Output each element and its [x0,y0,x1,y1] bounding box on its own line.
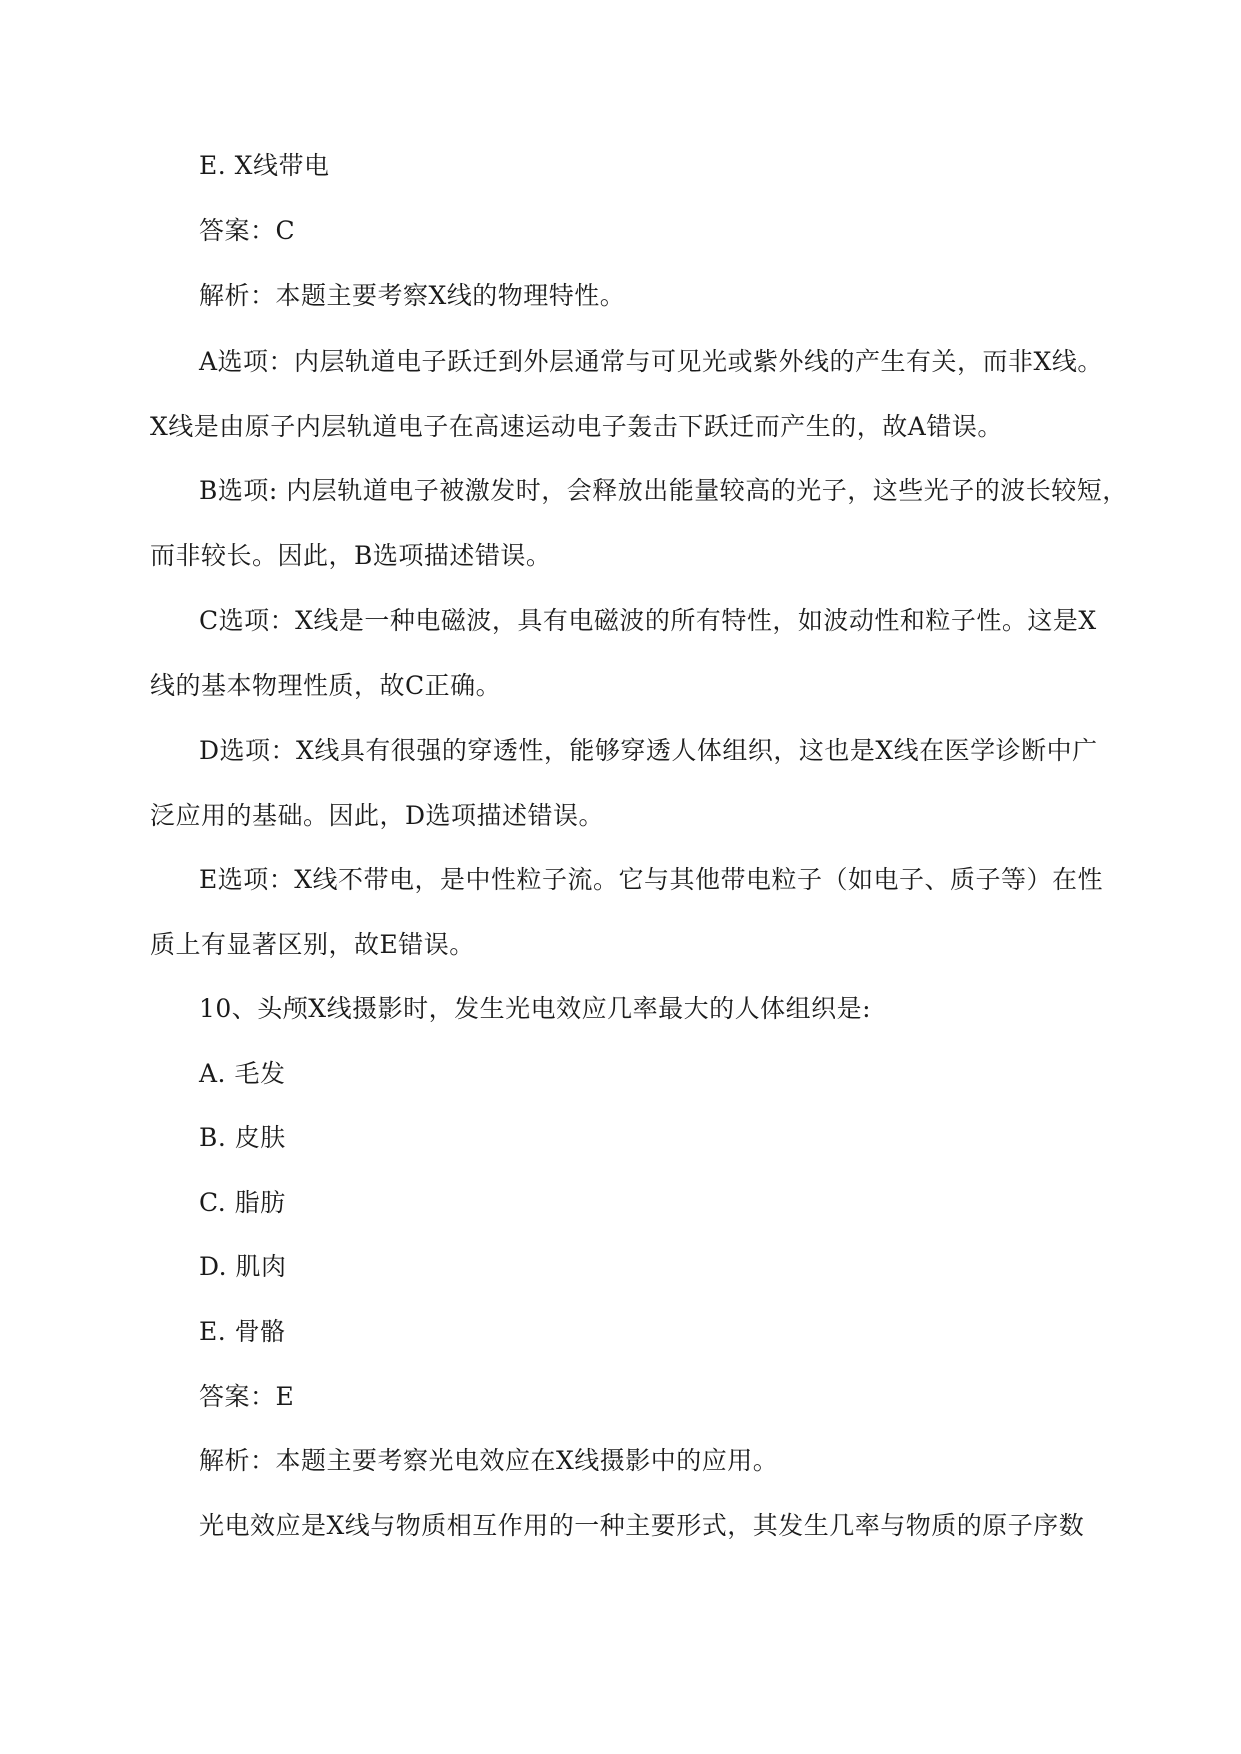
question-10-option-d: D. 肌肉 [199,1252,287,1281]
analysis-9-option-a-line1: A选项：内层轨道电子跃迁到外层通常与可见光或紫外线的产生有关，而非X线。 [199,347,1103,376]
analysis-10-paragraph-line1: 光电效应是X线与物质相互作用的一种主要形式，其发生几率与物质的原子序数 [199,1511,1085,1540]
answer-9: 答案：C [199,216,296,245]
question-10-option-a: A. 毛发 [199,1059,286,1088]
analysis-9-option-c-line1: C选项：X线是一种电磁波，具有电磁波的所有特性，如波动性和粒子性。这是X [199,606,1097,635]
analysis-9-option-d-line2: 泛应用的基础。因此，D选项描述错误。 [150,801,605,830]
option-e-x-ray-charged: E. X线带电 [199,151,330,180]
analysis-9-option-e-line1: E选项：X线不带电，是中性粒子流。它与其他带电粒子（如电子、质子等）在性 [199,865,1104,894]
question-10-option-c: C. 脂肪 [199,1188,286,1217]
analysis-9-option-e-line2: 质上有显著区别，故E错误。 [150,930,475,959]
analysis-9-option-c-line2: 线的基本物理性质，故C正确。 [150,671,502,700]
question-10-option-b: B. 皮肤 [199,1123,286,1152]
question-10: 10、头颅X线摄影时，发生光电效应几率最大的人体组织是: [199,994,872,1023]
analysis-9-option-d-line1: D选项：X线具有很强的穿透性，能够穿透人体组织，这也是X线在医学诊断中广 [199,736,1098,765]
analysis-9-intro: 解析：本题主要考察X线的物理特性。 [199,281,626,310]
analysis-9-option-b-line2: 而非较长。因此，B选项描述错误。 [150,541,552,570]
analysis-9-option-a-line2: X线是由原子内层轨道电子在高速运动电子轰击下跃迁而产生的，故A错误。 [150,412,1003,441]
answer-10: 答案：E [199,1382,295,1411]
question-10-option-e: E. 骨骼 [199,1317,286,1346]
analysis-9-option-b-line1: B选项: 内层轨道电子被激发时，会释放出能量较高的光子，这些光子的波长较短， [199,476,1128,505]
analysis-10-intro: 解析：本题主要考察光电效应在X线摄影中的应用。 [199,1446,779,1475]
